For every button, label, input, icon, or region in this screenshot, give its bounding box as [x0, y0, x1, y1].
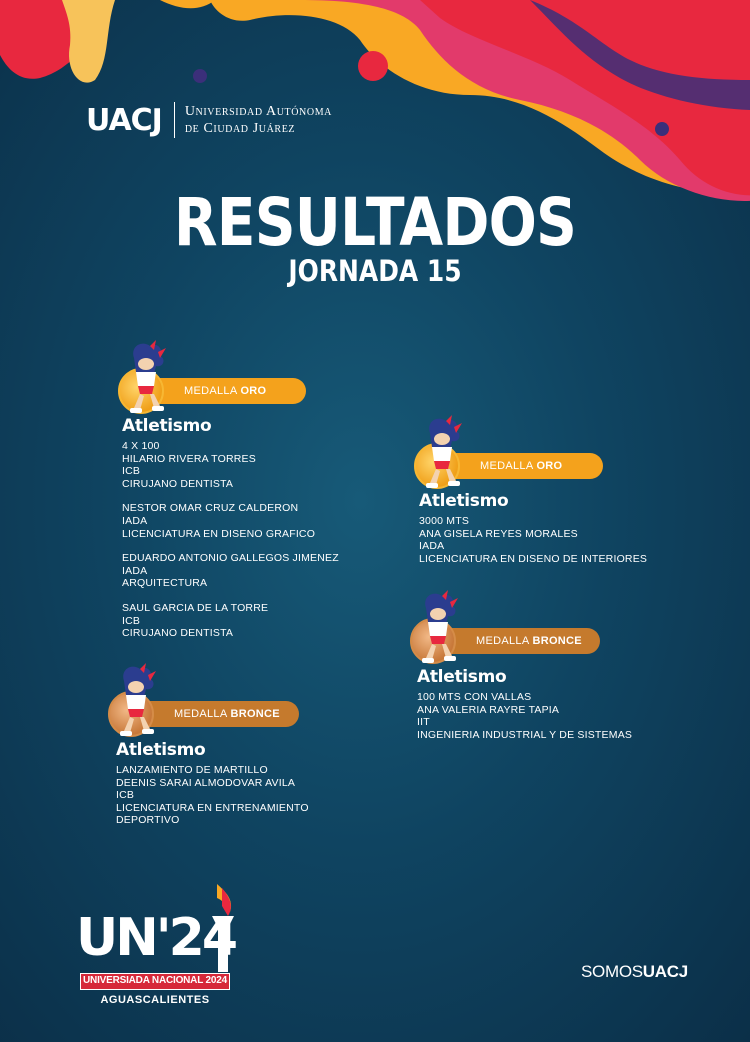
institute: ICB	[116, 789, 135, 802]
medal-type: BRONCE	[230, 708, 280, 720]
medal-type: ORO	[240, 385, 267, 397]
athlete-name: HILARIO RIVERA TORRES	[122, 452, 256, 465]
sport-name: Atletismo	[122, 416, 212, 436]
institute: IADA	[122, 514, 148, 527]
uacj-logo-mark: UACJ	[86, 102, 162, 138]
athlete-name: ANA VALERIA RAYRE TAPIA	[417, 703, 560, 716]
event-name: 3000 MTS	[419, 515, 470, 527]
medal-type: BRONCE	[532, 635, 582, 647]
logo-divider	[174, 102, 175, 138]
medal-prefix: MEDALLA	[480, 460, 534, 472]
medal-prefix: MEDALLA	[476, 635, 530, 647]
program: ARQUITECTURA	[122, 577, 208, 590]
university-name-line1: Universidad Autónoma	[184, 104, 333, 119]
event-name: LANZAMIENTO DE MARTILLO	[116, 764, 268, 776]
universiada-banner: UNIVERSIADA NACIONAL 2024	[80, 973, 230, 990]
result-details	[419, 491, 647, 565]
uacj-header-logo	[86, 102, 332, 138]
sport-name: Atletismo	[116, 740, 206, 760]
somos-brand: UACJ	[642, 962, 688, 981]
result-details	[116, 740, 309, 827]
page-title: RESULTADOS	[173, 184, 577, 261]
result-details	[417, 667, 632, 741]
program-continued: DEPORTIVO	[116, 814, 180, 827]
sport-name: Atletismo	[417, 667, 507, 687]
athlete-name: NESTOR OMAR CRUZ CALDERON	[122, 502, 299, 515]
program: CIRUJANO DENTISTA	[122, 627, 234, 640]
program: LICENCIATURA EN ENTRENAMIENTO	[116, 801, 309, 814]
medal-prefix: MEDALLA	[174, 708, 228, 720]
university-name-line2: de Ciudad Juárez	[184, 121, 296, 136]
university-name	[185, 103, 332, 137]
universiada-logo-text: UN'24	[76, 908, 236, 968]
athlete-name: SAUL GARCIA DE LA TORRE	[122, 601, 269, 614]
somos-prefix: SOMOS	[581, 962, 643, 981]
athlete-name: DEENIS SARAI ALMODOVAR AVILA	[116, 776, 296, 789]
program: LICENCIATURA EN DISENO GRAFICO	[122, 527, 316, 540]
program: INGENIERIA INDUSTRIAL Y DE SISTEMAS	[417, 728, 633, 741]
sport-name: Atletismo	[419, 491, 509, 511]
mascot-icon	[120, 340, 170, 416]
mascot-icon	[412, 590, 462, 666]
program: CIRUJANO DENTISTA	[122, 477, 234, 490]
institute: ICB	[122, 614, 141, 627]
institute: IIT	[417, 716, 430, 729]
athlete-name: ANA GISELA REYES MORALES	[419, 527, 578, 540]
medal-prefix: MEDALLA	[184, 385, 238, 397]
athlete-name: EDUARDO ANTONIO GALLEGOS JIMENEZ	[122, 552, 339, 565]
event-name: 100 MTS CON VALLAS	[417, 691, 532, 703]
institute: ICB	[122, 465, 141, 478]
medal-type: ORO	[536, 460, 563, 472]
institute: IADA	[122, 564, 148, 577]
page-subtitle: JORNADA 15	[288, 254, 462, 288]
universiada-city: AGUASCALIENTES	[100, 994, 210, 1006]
mascot-icon	[416, 415, 466, 491]
program: LICENCIATURA EN DISENO DE INTERIORES	[419, 552, 648, 565]
mascot-icon	[110, 663, 160, 739]
somos-uacj-logo	[581, 962, 688, 982]
institute: IADA	[419, 540, 445, 553]
event-name: 4 X 100	[122, 440, 160, 452]
result-details	[122, 416, 339, 640]
